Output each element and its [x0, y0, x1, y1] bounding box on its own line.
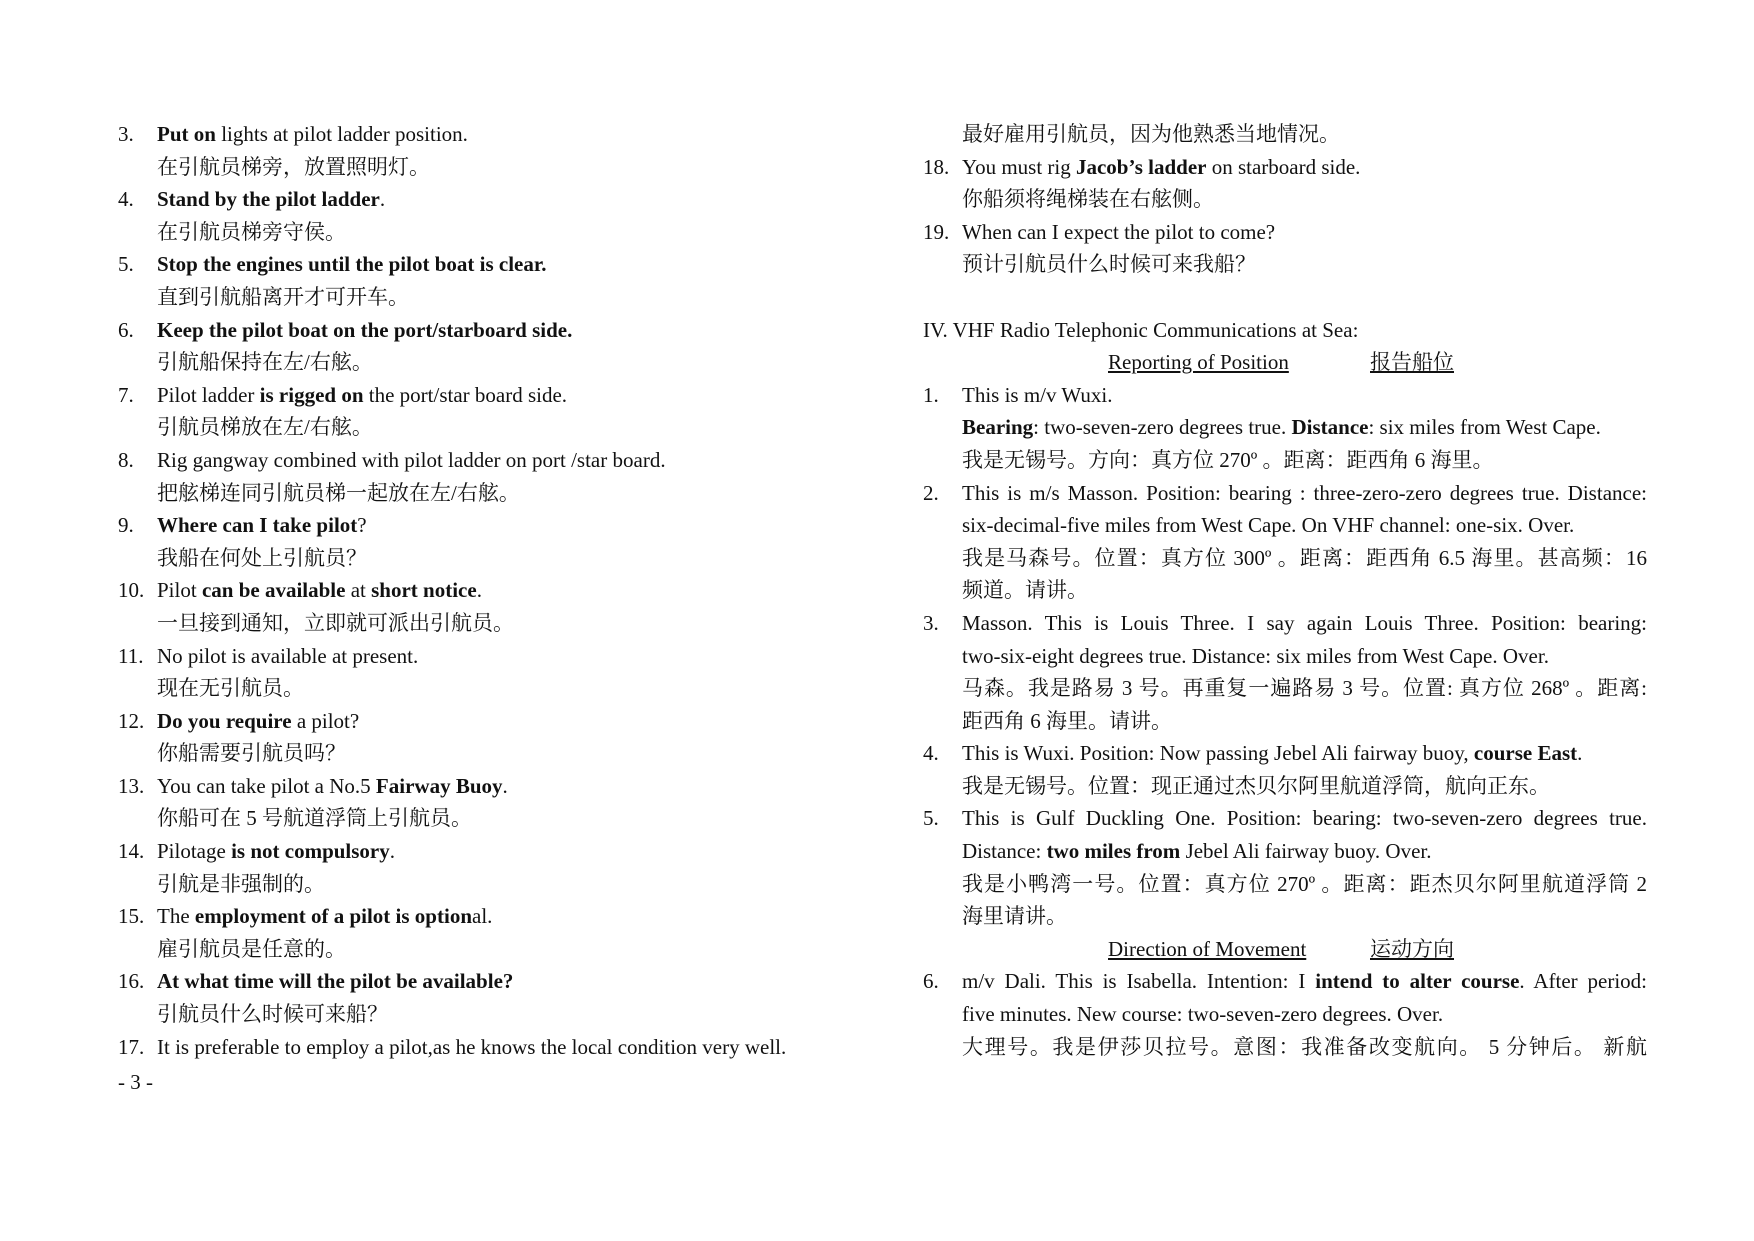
text-run: two-six-eight degrees true. Distance: six miles from West Cape. Over.	[962, 643, 1549, 668]
phrase-item	[118, 965, 818, 998]
text-run: .	[502, 773, 508, 798]
phrase-item	[118, 509, 818, 542]
bold-phrase: Distance	[1291, 415, 1369, 440]
english-phrase	[157, 640, 418, 673]
phrase-item	[118, 770, 818, 803]
english-phrase	[157, 118, 468, 151]
english-phrase	[157, 509, 367, 542]
dialogue-line	[923, 574, 1658, 607]
translation-line	[118, 868, 818, 901]
text-run: m/v Dali. This is Isabella. Intention: I	[962, 969, 1316, 994]
dialogue-text	[962, 411, 1601, 444]
dialogue-line	[923, 998, 1658, 1031]
item-number: 13.	[118, 773, 145, 798]
item-number: 4.	[118, 187, 134, 212]
item-number: 10.	[118, 578, 145, 603]
dialogue-line	[923, 672, 1658, 705]
text-run: : six miles from West Cape.	[1368, 415, 1601, 440]
chinese-translation: 引航船保持在左/右舷。	[157, 350, 373, 375]
translation-line	[118, 802, 818, 835]
item-number: 17.	[118, 1034, 145, 1059]
text-run: Distance:	[962, 839, 1047, 864]
phrase-item	[118, 183, 818, 216]
dialogue-line	[923, 509, 1658, 542]
text-run: the port/star board side.	[363, 382, 568, 407]
bold-phrase: Stop the engines until the pilot boat is clear.	[157, 252, 547, 277]
item-number: 5.	[118, 252, 134, 277]
subheading-direction-of-movement	[923, 933, 1658, 966]
subheading-reporting-of-position	[923, 346, 1658, 379]
dialogue-text	[962, 542, 1647, 575]
bold-phrase: short notice	[371, 578, 477, 603]
text-run: 我是小鸭湾一号。位置：真方位 270º 。距离：距杰贝尔阿里航道浮筒 2	[962, 871, 1647, 896]
chinese-translation: 你船需要引航员吗？	[157, 741, 346, 766]
dialogue-text	[962, 998, 1443, 1031]
left-column	[118, 118, 818, 1063]
bold-phrase: can be available	[201, 578, 346, 603]
dialogue-item	[923, 477, 1658, 510]
english-phrase	[157, 444, 666, 477]
text-run: 海里请讲。	[962, 904, 1067, 929]
dialogue-text	[962, 737, 1582, 770]
section-title	[923, 314, 1658, 347]
phrase-item	[118, 835, 818, 868]
dialogue-item	[923, 607, 1658, 640]
chinese-translation: 直到引航船离开才可开车。	[157, 284, 409, 309]
english-phrase	[157, 574, 482, 607]
chinese-translation: 你船可在 5 号航道浮筒上引航员。	[157, 806, 472, 831]
translation-line	[118, 151, 818, 184]
item-number: 3.	[923, 610, 939, 635]
item-number: 5.	[923, 806, 939, 831]
bold-phrase: Keep the pilot boat on the port/starboard side.	[157, 317, 573, 342]
item-number: 15.	[118, 904, 145, 929]
dialogue-line	[923, 444, 1658, 477]
translation-line	[118, 542, 818, 575]
text-run: Rig gangway combined with pilot ladder on port /star board.	[157, 447, 666, 472]
translation-line	[923, 248, 1658, 281]
item-number: 6.	[118, 317, 134, 342]
dialogue-text	[962, 868, 1647, 901]
phrase-item	[118, 444, 818, 477]
chinese-translation: 引航员什么时候可来船？	[157, 1002, 388, 1027]
item-number: 6.	[923, 969, 939, 994]
dialogue-text	[962, 574, 1088, 607]
text-run: When can I expect the pilot to come?	[962, 219, 1276, 244]
chinese-translation: 一旦接到通知，立即就可派出引航员。	[157, 610, 514, 635]
translation-line	[118, 998, 818, 1031]
chinese-translation: 在引航员梯旁，放置照明灯。	[157, 154, 430, 179]
bold-phrase: employment of a pilot is option	[194, 904, 472, 929]
item-number: 4.	[923, 741, 939, 766]
translation-line	[118, 411, 818, 444]
item-number: 12.	[118, 708, 145, 733]
spacer	[923, 281, 1658, 314]
chinese-translation: 你船须将绳梯装在右舷侧。	[962, 187, 1214, 212]
subheading-chinese: 报告船位	[1370, 350, 1454, 375]
phrase-item	[118, 248, 818, 281]
bold-phrase: Put on	[157, 122, 216, 146]
text-run: at	[345, 578, 372, 603]
text-run: : two-seven-zero degrees true.	[1033, 415, 1292, 440]
dialogue-line	[923, 900, 1658, 933]
english-phrase	[157, 314, 572, 347]
english-phrase	[157, 248, 547, 281]
dialogue-item	[923, 802, 1658, 835]
dialogue-line	[923, 705, 1658, 738]
subheading-english: Reporting of Position	[1108, 350, 1289, 375]
bold-phrase: intend to alter course	[1315, 969, 1520, 994]
text-run: You must rig	[962, 154, 1076, 179]
text-run: Pilot ladder	[157, 382, 260, 407]
text-run: .	[1577, 741, 1583, 766]
dialogue-line	[923, 835, 1658, 868]
dialogue-text	[962, 802, 1647, 835]
text-run: Pilot	[157, 578, 202, 603]
dialogue-text	[962, 705, 1172, 738]
chinese-translation: 雇引航员是任意的。	[157, 936, 346, 961]
chinese-translation: 我船在何处上引航员？	[157, 545, 367, 570]
text-run: 频道。请讲。	[962, 578, 1088, 603]
text-run: .	[476, 578, 482, 603]
translation-line	[923, 183, 1658, 216]
translation-line	[118, 737, 818, 770]
section-title-text: IV. VHF Radio Telephonic Communications at Sea:	[923, 317, 1359, 342]
item-number: 7.	[118, 382, 134, 407]
bold-phrase: Where can I take pilot	[157, 513, 358, 538]
text-run: The	[157, 904, 195, 929]
phrase-item	[118, 379, 818, 412]
text-run: .	[389, 839, 396, 864]
text-run: You can take pilot a No.5	[157, 773, 376, 798]
text-run: This is m/s Masson. Position: bearing : three-zero-zero degrees true. Distance:	[962, 480, 1647, 505]
bold-phrase: two miles from	[1046, 839, 1181, 864]
chinese-translation: 在引航员梯旁守侯。	[157, 219, 346, 244]
english-phrase	[157, 705, 359, 738]
translation-line	[118, 346, 818, 379]
text-run: 大理号。我是伊莎贝拉号。意图：我准备改变航向。 5 分钟后。 新航	[962, 1034, 1647, 1059]
phrase-item	[118, 574, 818, 607]
bold-phrase: Stand by the pilot ladder	[157, 187, 380, 212]
dialogue-text	[962, 477, 1647, 510]
chinese-translation: 现在无引航员。	[157, 676, 304, 701]
english-phrase	[157, 183, 385, 216]
dialogue-text	[962, 672, 1647, 705]
english-phrase	[157, 379, 567, 412]
bold-phrase: Do you require	[157, 708, 292, 733]
text-run: six-decimal-five miles from West Cape. On VHF channel: one-six. Over.	[962, 513, 1575, 538]
item-number: 9.	[118, 513, 134, 538]
dialogue-line	[923, 868, 1658, 901]
english-phrase	[157, 965, 513, 998]
text-run: It is preferable to employ a pilot,as he knows the local condition very well.	[157, 1034, 787, 1059]
text-run: 我是马森号。位置：真方位 300º 。距离：距西角 6.5 海里。甚高频：16	[962, 545, 1647, 570]
dialogue-text	[962, 509, 1574, 542]
dialogue-line	[923, 411, 1658, 444]
text-run: 马森。我是路易 3 号。再重复一遍路易 3 号。位置: 真方位 268º 。距离:	[962, 676, 1647, 701]
item-number: 11.	[118, 643, 144, 668]
item-number: 1.	[923, 382, 939, 407]
text-run: 我是无锡号。位置：现正通过杰贝尔阿里航道浮筒，航向正东。	[962, 773, 1550, 798]
translation-line	[118, 216, 818, 249]
english-phrase	[157, 770, 508, 803]
item-number: 16.	[118, 969, 145, 994]
bold-phrase: course East	[1473, 741, 1578, 766]
dialogue-text	[962, 1031, 1647, 1064]
dialogue-text	[962, 770, 1550, 803]
dialogue-line	[923, 640, 1658, 673]
bold-phrase: Bearing	[962, 415, 1034, 440]
text-run: No pilot is available at present.	[157, 643, 419, 668]
text-run: lights at pilot ladder position.	[215, 122, 468, 146]
bold-phrase: is not compulsory	[231, 839, 390, 864]
translation-text: 最好雇用引航员，因为他熟悉当地情况。	[962, 122, 1340, 146]
dialogue-text	[962, 900, 1067, 933]
phrase-item	[118, 900, 818, 933]
dialogue-line	[923, 1031, 1658, 1064]
text-run: 距西角 6 海里。请讲。	[962, 708, 1172, 733]
translation-line	[118, 281, 818, 314]
dialogue-text	[962, 835, 1431, 868]
dialogue-text	[962, 444, 1494, 477]
subheading-chinese: 运动方向	[1370, 936, 1454, 961]
item-number: 8.	[118, 447, 134, 472]
text-run: This is m/v Wuxi.	[962, 382, 1113, 407]
chinese-translation: 预计引航员什么时候可来我船？	[962, 252, 1256, 277]
dialogue-item	[923, 737, 1658, 770]
phrase-item	[118, 640, 818, 673]
dialogue-text	[962, 607, 1647, 640]
dialogue-item	[923, 379, 1658, 412]
phrase-item	[118, 314, 818, 347]
translation-line	[118, 933, 818, 966]
item-number: 3.	[118, 122, 134, 146]
text-run: Jebel Ali fairway buoy. Over.	[1180, 839, 1432, 864]
dialogue-text	[962, 640, 1549, 673]
subheading-english: Direction of Movement	[1108, 936, 1307, 961]
item-number: 18.	[923, 154, 950, 179]
phrase-item	[118, 705, 818, 738]
chinese-translation: 引航员梯放在左/右舷。	[157, 415, 373, 440]
chinese-translation: 把舷梯连同引航员梯一起放在左/右舷。	[157, 480, 520, 505]
phrase-item	[118, 1031, 818, 1064]
dialogue-line	[923, 770, 1658, 803]
text-run: .	[379, 187, 386, 212]
phrase-item	[118, 118, 818, 151]
english-phrase	[962, 151, 1360, 184]
bold-phrase: is rigged on	[259, 382, 364, 407]
text-run: . After period:	[1519, 969, 1647, 994]
bold-phrase: At what time will the pilot be available?	[157, 969, 514, 994]
page-number: - 3 -	[118, 1070, 153, 1094]
item-number: 2.	[923, 480, 939, 505]
text-run: This is Wuxi. Position: Now passing Jebel Ali fairway buoy,	[962, 741, 1474, 766]
right-column	[923, 118, 1658, 1063]
item-number: 19.	[923, 219, 950, 244]
english-phrase	[157, 1031, 786, 1064]
english-phrase	[157, 835, 395, 868]
dialogue-line	[923, 542, 1658, 575]
item-number: 14.	[118, 839, 145, 864]
text-run: five minutes. New course: two-seven-zero degrees. Over.	[962, 1002, 1444, 1027]
text-run: Masson. This is Louis Three. I say again Louis Three. Position: bearing:	[962, 610, 1647, 635]
bold-phrase: Fairway Buoy	[375, 773, 503, 798]
text-run: on starboard side.	[1206, 154, 1361, 179]
translation-line	[118, 477, 818, 510]
phrase-item	[923, 151, 1658, 184]
translation-line	[118, 607, 818, 640]
dialogue-text	[962, 965, 1647, 998]
dialogue-text	[962, 379, 1112, 412]
continued-translation	[923, 118, 1658, 151]
english-phrase	[157, 900, 492, 933]
phrase-item	[923, 216, 1658, 249]
translation-line	[118, 672, 818, 705]
english-phrase	[962, 216, 1275, 249]
text-run: al.	[472, 904, 493, 929]
text-run: 我是无锡号。方向：真方位 270º 。距离：距西角 6 海里。	[962, 447, 1494, 472]
chinese-translation: 引航是非强制的。	[157, 871, 325, 896]
text-run: This is Gulf Duckling One. Position: bearing: two-seven-zero degrees true.	[962, 806, 1647, 831]
text-run: a pilot?	[291, 708, 360, 733]
text-run: ?	[357, 513, 367, 538]
bold-phrase: Jacob’s ladder	[1075, 154, 1207, 179]
dialogue-item	[923, 965, 1658, 998]
text-run: Pilotage	[157, 839, 232, 864]
